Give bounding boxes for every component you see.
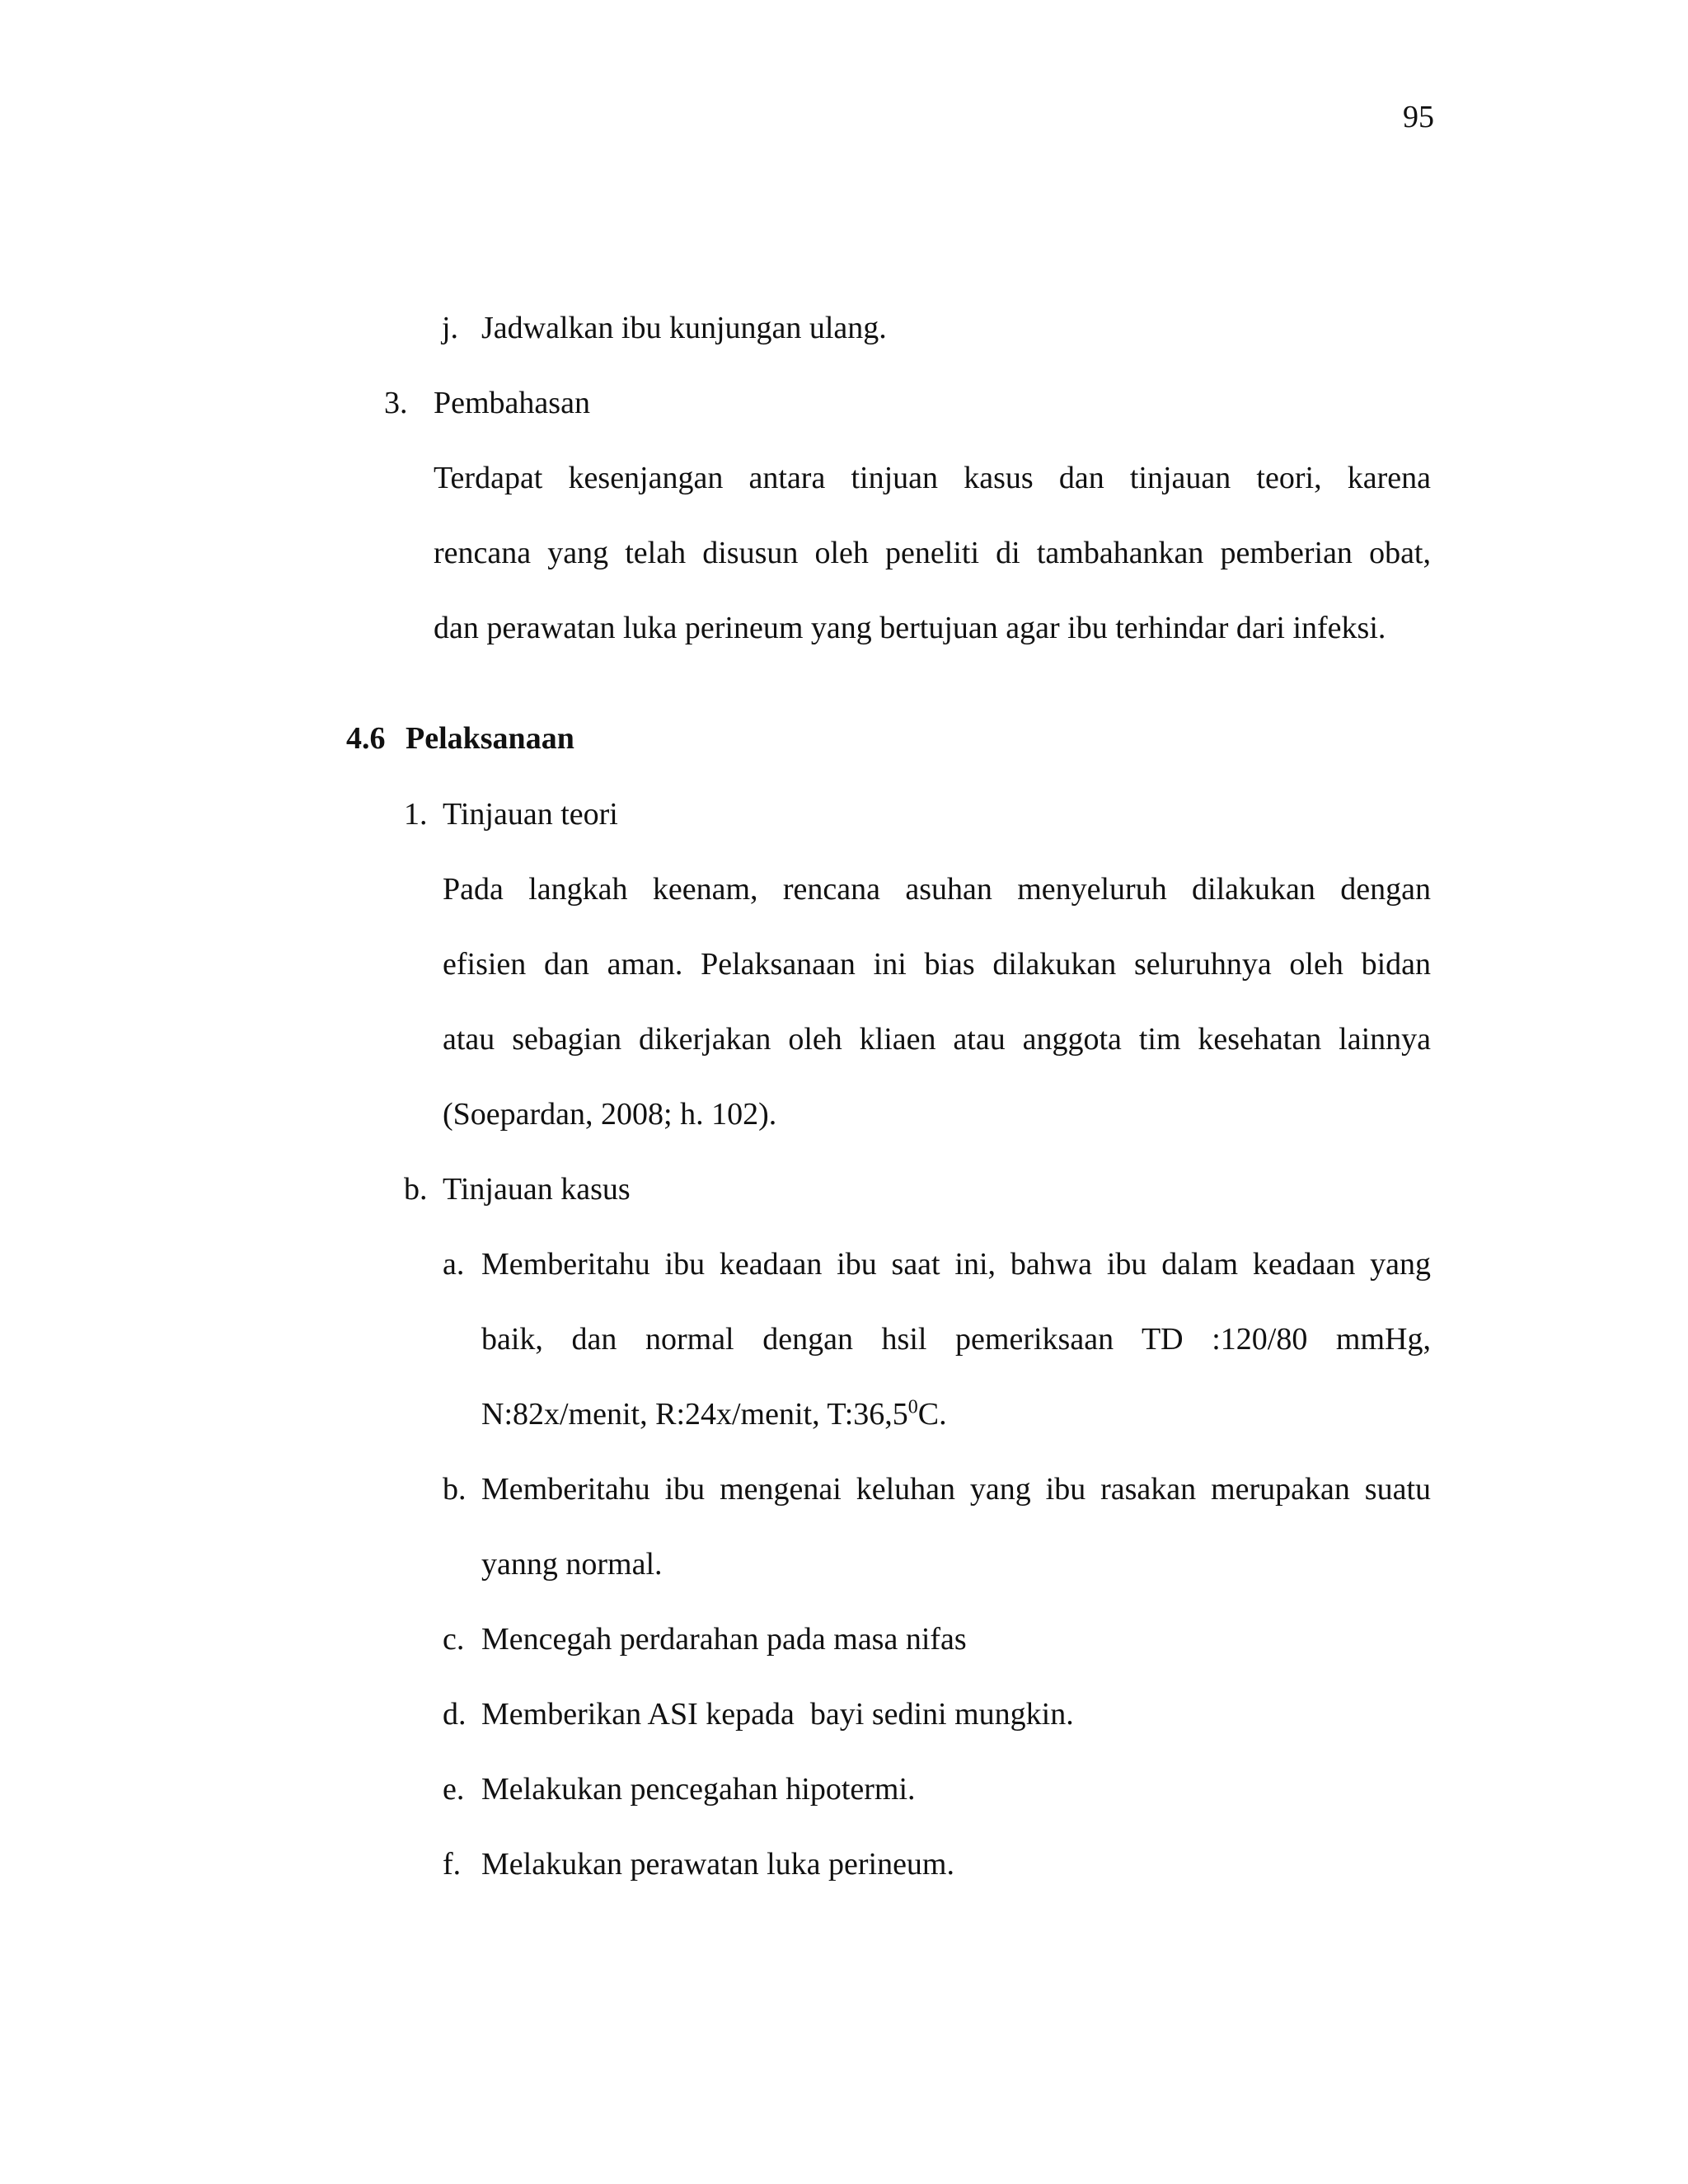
case-item-a-line: baik, dan normal dengan hsil pemeriksaan TD :120/80 mmHg,: [481, 1322, 1431, 1357]
subsection-1-paragraph-line: atau sebagian dikerjakan oleh kliaen atau anggota tim kesehatan lainnya: [443, 1022, 1431, 1057]
case-item-d-text: Memberikan ASI kepada bayi sedini mungkin.: [481, 1697, 1074, 1732]
case-item-f-text: Melakukan perawatan luka perineum.: [481, 1847, 954, 1882]
case-item-b-line: yanng normal.: [481, 1547, 663, 1582]
section-3-title: Pembahasan: [434, 386, 590, 420]
case-item-f-marker: f.: [443, 1847, 462, 1882]
case-item-b-marker: b.: [443, 1472, 467, 1507]
case-item-a-line: [481, 1390, 947, 1439]
vitals-unit: C.: [917, 1397, 947, 1432]
case-item-a-marker: a.: [443, 1247, 465, 1282]
list-marker-j: j.: [442, 311, 459, 345]
subsection-1-paragraph-line: (Soepardan, 2008; h. 102).: [443, 1097, 777, 1132]
degree-superscript: 0: [907, 1396, 918, 1418]
case-item-d-marker: d.: [443, 1697, 467, 1732]
section-4-6-number: 4.6: [346, 721, 386, 756]
section-3-paragraph-line: dan perawatan luka perineum yang bertujuan agar ibu terhindar dari infeksi.: [434, 611, 1386, 645]
subsection-1-marker: 1.: [404, 797, 428, 832]
list-item-j: Jadwalkan ibu kunjungan ulang.: [481, 311, 887, 345]
subsection-b-marker: b.: [404, 1172, 428, 1207]
case-item-e-marker: e.: [443, 1772, 465, 1807]
section-3-paragraph-line: Terdapat kesenjangan antara tinjuan kasus dan tinjauan teori, karena: [434, 461, 1431, 495]
subsection-b-title: Tinjauan kasus: [443, 1172, 631, 1207]
section-4-6-title: Pelaksanaan: [406, 721, 574, 756]
subsection-1-title: Tinjauan teori: [443, 797, 618, 832]
case-item-a-line: Memberitahu ibu keadaan ibu saat ini, bahwa ibu dalam keadaan yang: [481, 1247, 1431, 1282]
case-item-b-line: Memberitahu ibu mengenai keluhan yang ibu rasakan merupakan suatu: [481, 1472, 1431, 1507]
subsection-1-paragraph-line: efisien dan aman. Pelaksanaan ini bias dilakukan seluruhnya oleh bidan: [443, 947, 1431, 982]
section-3-marker: 3.: [384, 386, 408, 420]
section-3-paragraph-line: rencana yang telah disusun oleh peneliti di tambahankan pemberian obat,: [434, 536, 1431, 570]
vitals-text: N:82x/menit, R:24x/menit, T:36,5: [481, 1397, 908, 1432]
subsection-1-paragraph-line: Pada langkah keenam, rencana asuhan menyeluruh dilakukan dengan: [443, 872, 1431, 907]
case-item-e-text: Melakukan pencegahan hipotermi.: [481, 1772, 916, 1807]
case-item-c-text: Mencegah perdarahan pada masa nifas: [481, 1622, 967, 1657]
page-number: 95: [1403, 100, 1434, 134]
case-item-c-marker: c.: [443, 1622, 465, 1657]
